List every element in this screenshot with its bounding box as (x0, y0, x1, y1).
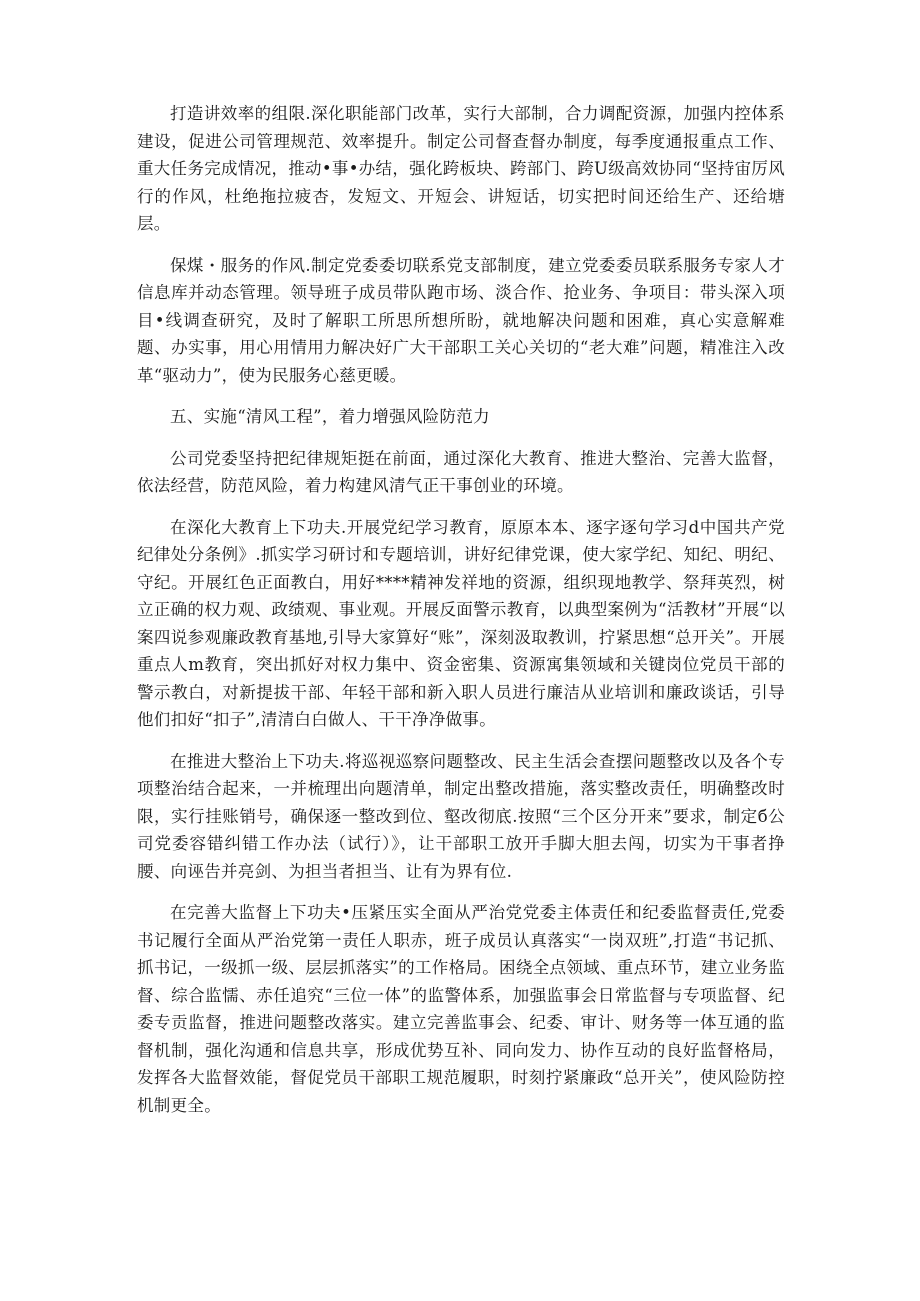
paragraph-supervision: 在完善大监督上下功夫•压紧压实全面从严治党党委主体责任和纪委监督责任,党委书记履行全面从严治党第一责任人职赤，班子成员认真落实“一岗双班”,打造“书记抓、抓书记，一级抓一级、层层抓落实”的工作格局。困绕全点领域、重点环节，建立业务监督、综合监懦、赤任追究“三位一体”的监警体系，加强监事会日常监督与专项监督、纪委专贡监督，推进问题整改落实。建立完善监事会、纪委、审计、财务等一体互通的监督机制，强化沟通和信息共享，形成优势互补、同向发力、协作互动的良好监督格局，发挥各大监督效能，督促党员干部职工规范履职，时刻拧紧廉政“总开关”，使风险防控机制更全。 (137, 903, 785, 1115)
paragraph-section-intro: 公司党委坚持把纪律规矩挺在前面，通过深化大教育、推进大整治、完善大监督，依法经营，防范风险，着力构建风清气正干事创业的环境。 (137, 448, 785, 495)
paragraph-efficiency: 打造讲效率的组限.深化职能部门改革，实行大部制，合力调配资源，加强内控体系建设，促进公司管理规范、效率提升。制定公司督查督办制度，每季度通报重点工作、重大任务完成情况，推动•事•办结，强化跨板块、跨部门、跨U级高效协同“坚持宙厉风行的作风，杜绝拖拉疲杏，发短文、开短会、讲短话，切实把时间还给生产、还给塘层。 (137, 104, 785, 233)
paragraph-service-style: 保煤・服务的作风.制定党委委切联系党支部制度，建立党委委员联系服务专家人才信息库并动态管理。领导班子成员带队跑市场、淡合作、抢业务、争项目：带头深入项目•线调查研究，及时了解职工所思所想所盼，就地解决问题和困难，真心实意解难题、办实事，用心用情用力解决好广大干部职工关心关切的“老大难”问题，精准注入改革“驱动力”，使为民服务心慈更暖。 (137, 255, 785, 385)
paragraph-rectification: 在推进大整治上下功夫.将巡视巡察问题整改、民主生活会查摆问题整改以及各个专项整治结合起来，一并梳理出向题清单，制定出整改措施，落实整改责任，明确整改时限，实行挂账销号，确保逐一整改到位、壑改彻底.按照“三个区分开来”要求，制定б公司党委容错纠错工作办法（试行）》，让干部职工放开手脚大胆去闯，切实为干事者挣腰、向诬告并亮剑、为担当者担当、让有为界有位. (137, 751, 785, 881)
document-body (137, 100, 785, 1133)
paragraph-education: 在深化大教育上下功夫.开展党纪学习教育，原原本本、逐字逐句学习d中国共产党纪律处分条例》.抓实学习研讨和专题培训，讲好纪律党课，使大家学纪、知纪、明纪、守纪。开展红色正面教白，用好****精神发祥地的资源，组织现地教学、祭拜英烈，树立正确的权力观、政绩观、事业观。开展反面警示教育，以典型案例为“活教材”开展“以案四说参观廉政教育基地,引导大家算好“账”，深刻汲取教训，拧紧思想“总开关”。开展重点人m教育，突出抓好对权力集中、资金密集、资源寓集领域和关键岗位党员干部的警示教白，对新提拔干部、年轻干部和新入职人员进行廉洁从业培训和廉政谈话，引导他们扣好“扣子”,清清白白做人、干干净净做事。 (137, 517, 785, 729)
section-heading-five: 五、实施“清风工程”，着力增强风险防范力 (170, 407, 490, 426)
